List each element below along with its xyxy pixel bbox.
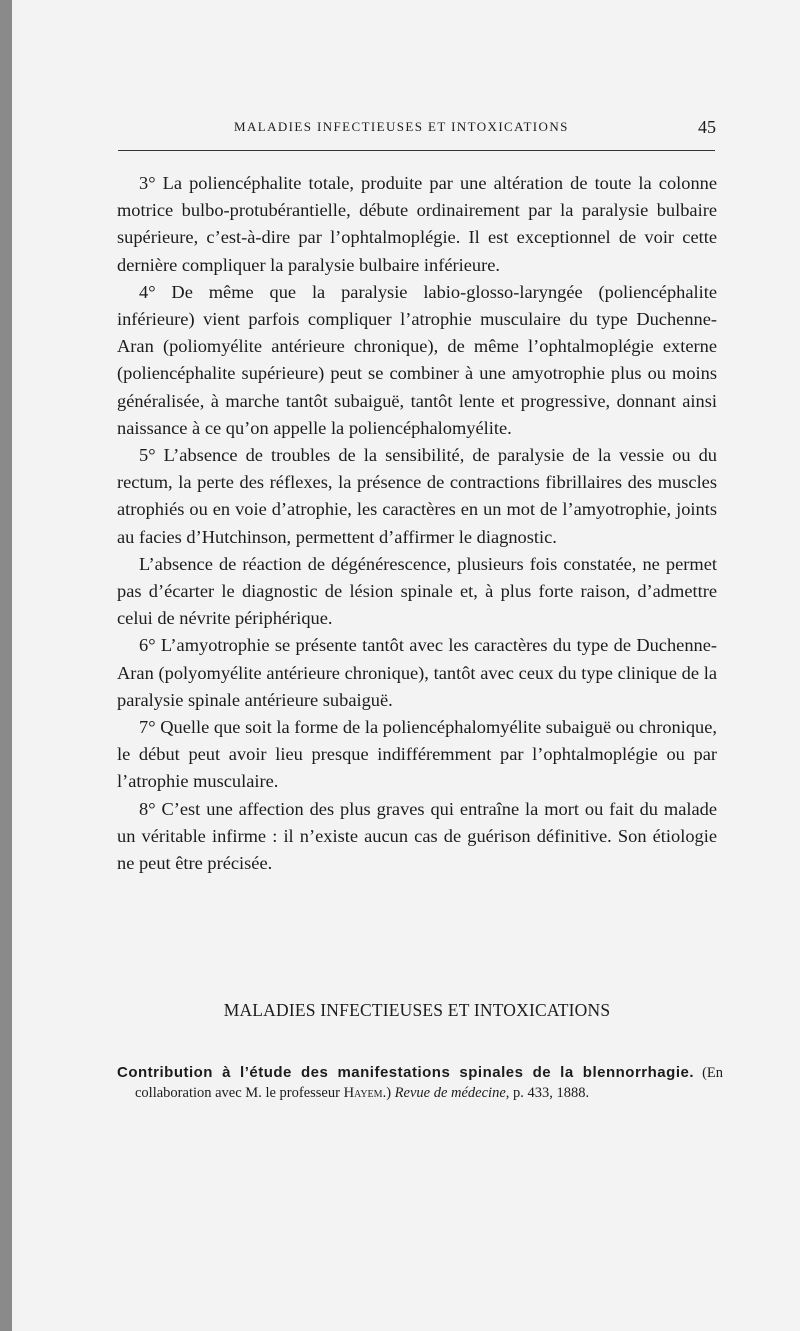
paragraph-8: 8° C’est une affection des plus graves qui entraîne la mort ou fait du malade un véritable infirme : il n’existe aucun cas de guérison définitive. Son étiologie ne peut être précisée. [117,798,717,874]
bibliography-journal: Revue de médecine, [394,1085,510,1101]
section-heading: MALADIES INFECTIEUSES ET INTOXICATIONS [223,1000,611,1020]
running-head-title: MALADIES INFECTIEUSES ET INTOXICATIONS [234,119,569,134]
paragraph-5: 5° L’absence de troubles de la sensibilité, de paralysie de la vessie ou du rectum, la perte des réflexes, la présence de contractions fibrillaires des muscles atrophiés ou en voie d’atrophie, les caractères en un mot de l’amyotrophie, joints au facies d’Hutchinson, permettent d’affirmer le diagnostic. [117,445,717,547]
bibliography-title: Contribution à l’étude des manifestations spinales de la blennorrhagie. [117,1064,694,1081]
paragraph-4: 4° De même que la paralysie labio-glosso-laryngée (poliencéphalite inférieure) vient parfois compliquer l’atrophie musculaire du type Duchenne-Aran (poliomyélite antérieure chronique), de même l’ophtalmoplégie externe (poliencéphalite supérieure) peut se combiner à une amyotrophie plus ou moins généralisée, à marche tantôt subaiguë, tantôt lente et progressive, donnant ainsi naissance à ce qu’on appelle la poliencéphalomyélite. [117,281,717,438]
body-text [117,170,717,877]
document-page [12,0,800,1331]
running-head [12,117,800,141]
paragraph-degenerescence: L’absence de réaction de dégénérescence, plusieurs fois constatée, ne permet pas d’écarter le diagnostic de lésion spinale et, à plus forte raison, d’admettre celui de névrite périphérique. [117,553,717,629]
paragraph-7: 7° Quelle que soit la forme de la poliencéphalomyélite subaiguë ou chronique, le début peut avoir lieu presque indifféremment par l’ophtalmoplégie ou par l’atrophie musculaire. [117,717,717,792]
bibliography-collab-name: Hayem [343,1085,383,1101]
header-rule [118,150,715,151]
paragraph-3: 3° La poliencéphalite totale, produite par une altération de toute la colonne motrice bulbo-protubérantielle, débute ordinairement par la paralysie bulbaire supérieure, c’est-à-dire par l’ophtalmoplégie. Il est exceptionnel de voir cette dernière compliquer la paralysie bulbaire inférieure. [117,173,717,275]
paragraph-6: 6° L’amyotrophie se présente tantôt avec les caractères du type de Duchenne-Aran (polyomyélite antérieure chronique), tantôt avec ceux du type clinique de la paralysie spinale antérieure subaiguë. [117,635,717,710]
bibliography-details: p. 433, 1888. [513,1085,590,1101]
bibliography-collab-suffix: .) [382,1085,392,1101]
page-number: 45 [698,117,716,137]
bibliography-collab-prefix: (En collaboration avec M. le professeur [135,1065,724,1101]
bibliography-entry [117,1063,723,1103]
